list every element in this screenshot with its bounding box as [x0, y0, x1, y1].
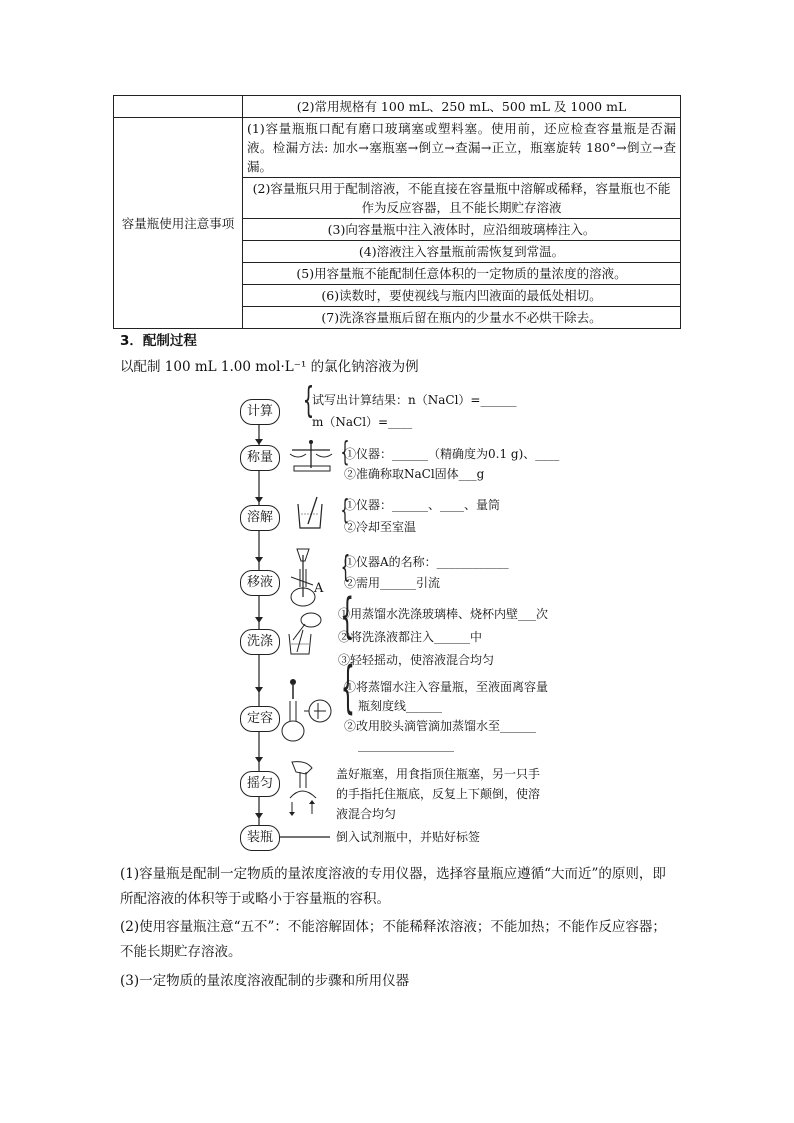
step-transfer: 移液 [240, 570, 280, 596]
brace: { [340, 655, 355, 720]
wash-bottle-icon [285, 610, 325, 656]
shake-line-3: 液混合均匀 [336, 807, 397, 821]
dropper-flask-icon [278, 677, 336, 745]
step-wash: 洗涤 [240, 629, 280, 655]
section-title: 3．配制过程 [120, 333, 197, 349]
balance-icon [288, 438, 338, 474]
table-head-cell [114, 96, 243, 118]
dissolve-line-2: ②冷却至室温 [344, 520, 417, 534]
brace: { [340, 588, 355, 644]
bottle-text: 倒入试剂瓶中，并贴好标签 [336, 830, 481, 844]
calc-line-1: 试写出计算结果：n（NaCl）=______ [312, 393, 517, 407]
label-a: A [314, 581, 324, 596]
step-shake: 摇匀 [240, 771, 280, 797]
weigh-line-1: ①仪器：______（精确度为0.1 g)、____ [344, 447, 560, 461]
transfer-line-1: ①仪器A的名称：____________ [344, 555, 509, 569]
wash-line-3: ③轻轻摇动，使溶液混合均匀 [338, 653, 495, 667]
wash-line-2: ②将洗涤液都注入______中 [338, 630, 483, 644]
brace: { [340, 550, 351, 585]
shake-line-2: 的手指托住瓶底，反复上下颠倒，使溶 [336, 787, 541, 801]
fixvol-line-4: ________________ [358, 738, 454, 752]
step-fixvolume: 定容 [240, 706, 280, 732]
step-dissolve: 溶解 [240, 505, 280, 531]
paragraph-1: (1)容量瓶是配制一定物质的量浓度溶液的专用仪器，选择容量瓶应遵循“大而近”的原则，即所配溶液的体积等于或略小于容量瓶的容积。 [120, 866, 666, 907]
wash-line-1: ①用蒸馏水洗涤玻璃棒、烧杯内壁___次 [338, 607, 549, 621]
calc-line-2: m（NaCl）=____ [312, 415, 413, 429]
table-head-cell: 容量瓶使用注意事项 [114, 118, 243, 329]
fixvol-line-3: ②改用胶头滴管滴加蒸馏水至______ [344, 719, 537, 733]
volumetric-flask-icon [283, 547, 323, 609]
table-cell: (3)向容量瓶中注入液体时，应沿细玻璃棒注入。 [243, 219, 681, 241]
fixvol-line-2: 瓶刻度线______ [358, 699, 443, 713]
shaking-hand-icon [282, 758, 326, 816]
step-bottle: 装瓶 [240, 825, 280, 851]
brace: { [302, 380, 315, 421]
table-row [114, 96, 681, 118]
table-cell: (5)用容量瓶不能配制任意体积的一定物质的量浓度的溶液。 [243, 263, 681, 285]
shake-line-1: 盖好瓶塞，用食指顶住瓶塞，另一只手 [336, 767, 541, 781]
table-cell: (2)常用规格有 100 mL、250 mL、500 mL 及 1000 mL [243, 96, 681, 118]
notes-table [113, 95, 681, 329]
intro-line: 以配制 100 mL 1.00 mol·L⁻¹ 的氯化钠溶液为例 [120, 359, 419, 375]
step-weigh: 称量 [240, 445, 280, 471]
table-cell: (7)洗涤容量瓶后留在瓶内的少量水不必烘干除去。 [243, 307, 681, 329]
weigh-line-2: ②准确称取NaCl固体___g [344, 467, 485, 481]
table-cell: (4)溶液注入容量瓶前需恢复到常温。 [243, 241, 681, 263]
table-cell: (2)容量瓶只用于配制溶液，不能直接在容量瓶中溶解或稀释，容量瓶也不能作为反应容器，且不能长期贮存溶液 [243, 178, 681, 219]
beaker-icon [295, 496, 325, 530]
brace: { [340, 493, 350, 526]
table-row [114, 118, 681, 178]
step-calc: 计算 [240, 399, 280, 425]
paragraph-3: (3)一定物质的量浓度溶液配制的步骤和所用仪器 [120, 973, 410, 989]
paragraph-2: (2)使用容量瓶注意“五不”：不能溶解固体；不能稀释浓溶液；不能加热；不能作反应容器；不能长期贮存溶液。 [120, 919, 666, 960]
dissolve-line-1: ①仪器：______、____、量筒 [344, 498, 501, 512]
brace: { [340, 435, 350, 468]
fixvol-line-1: ①将蒸馏水注入容量瓶，至液面离容量 [344, 680, 549, 694]
transfer-line-2: ②需用______引流 [344, 576, 441, 590]
table-cell: (6)读数时，要使视线与瓶内凹液面的最低处相切。 [243, 285, 681, 307]
table-cell: (1)容量瓶瓶口配有磨口玻璃塞或塑料塞。使用前，还应检查容量瓶是否漏液。检漏方法: 加水→塞瓶塞→倒立→查漏→正立，瓶塞旋转 180°→倒立→查漏。 [243, 118, 681, 178]
